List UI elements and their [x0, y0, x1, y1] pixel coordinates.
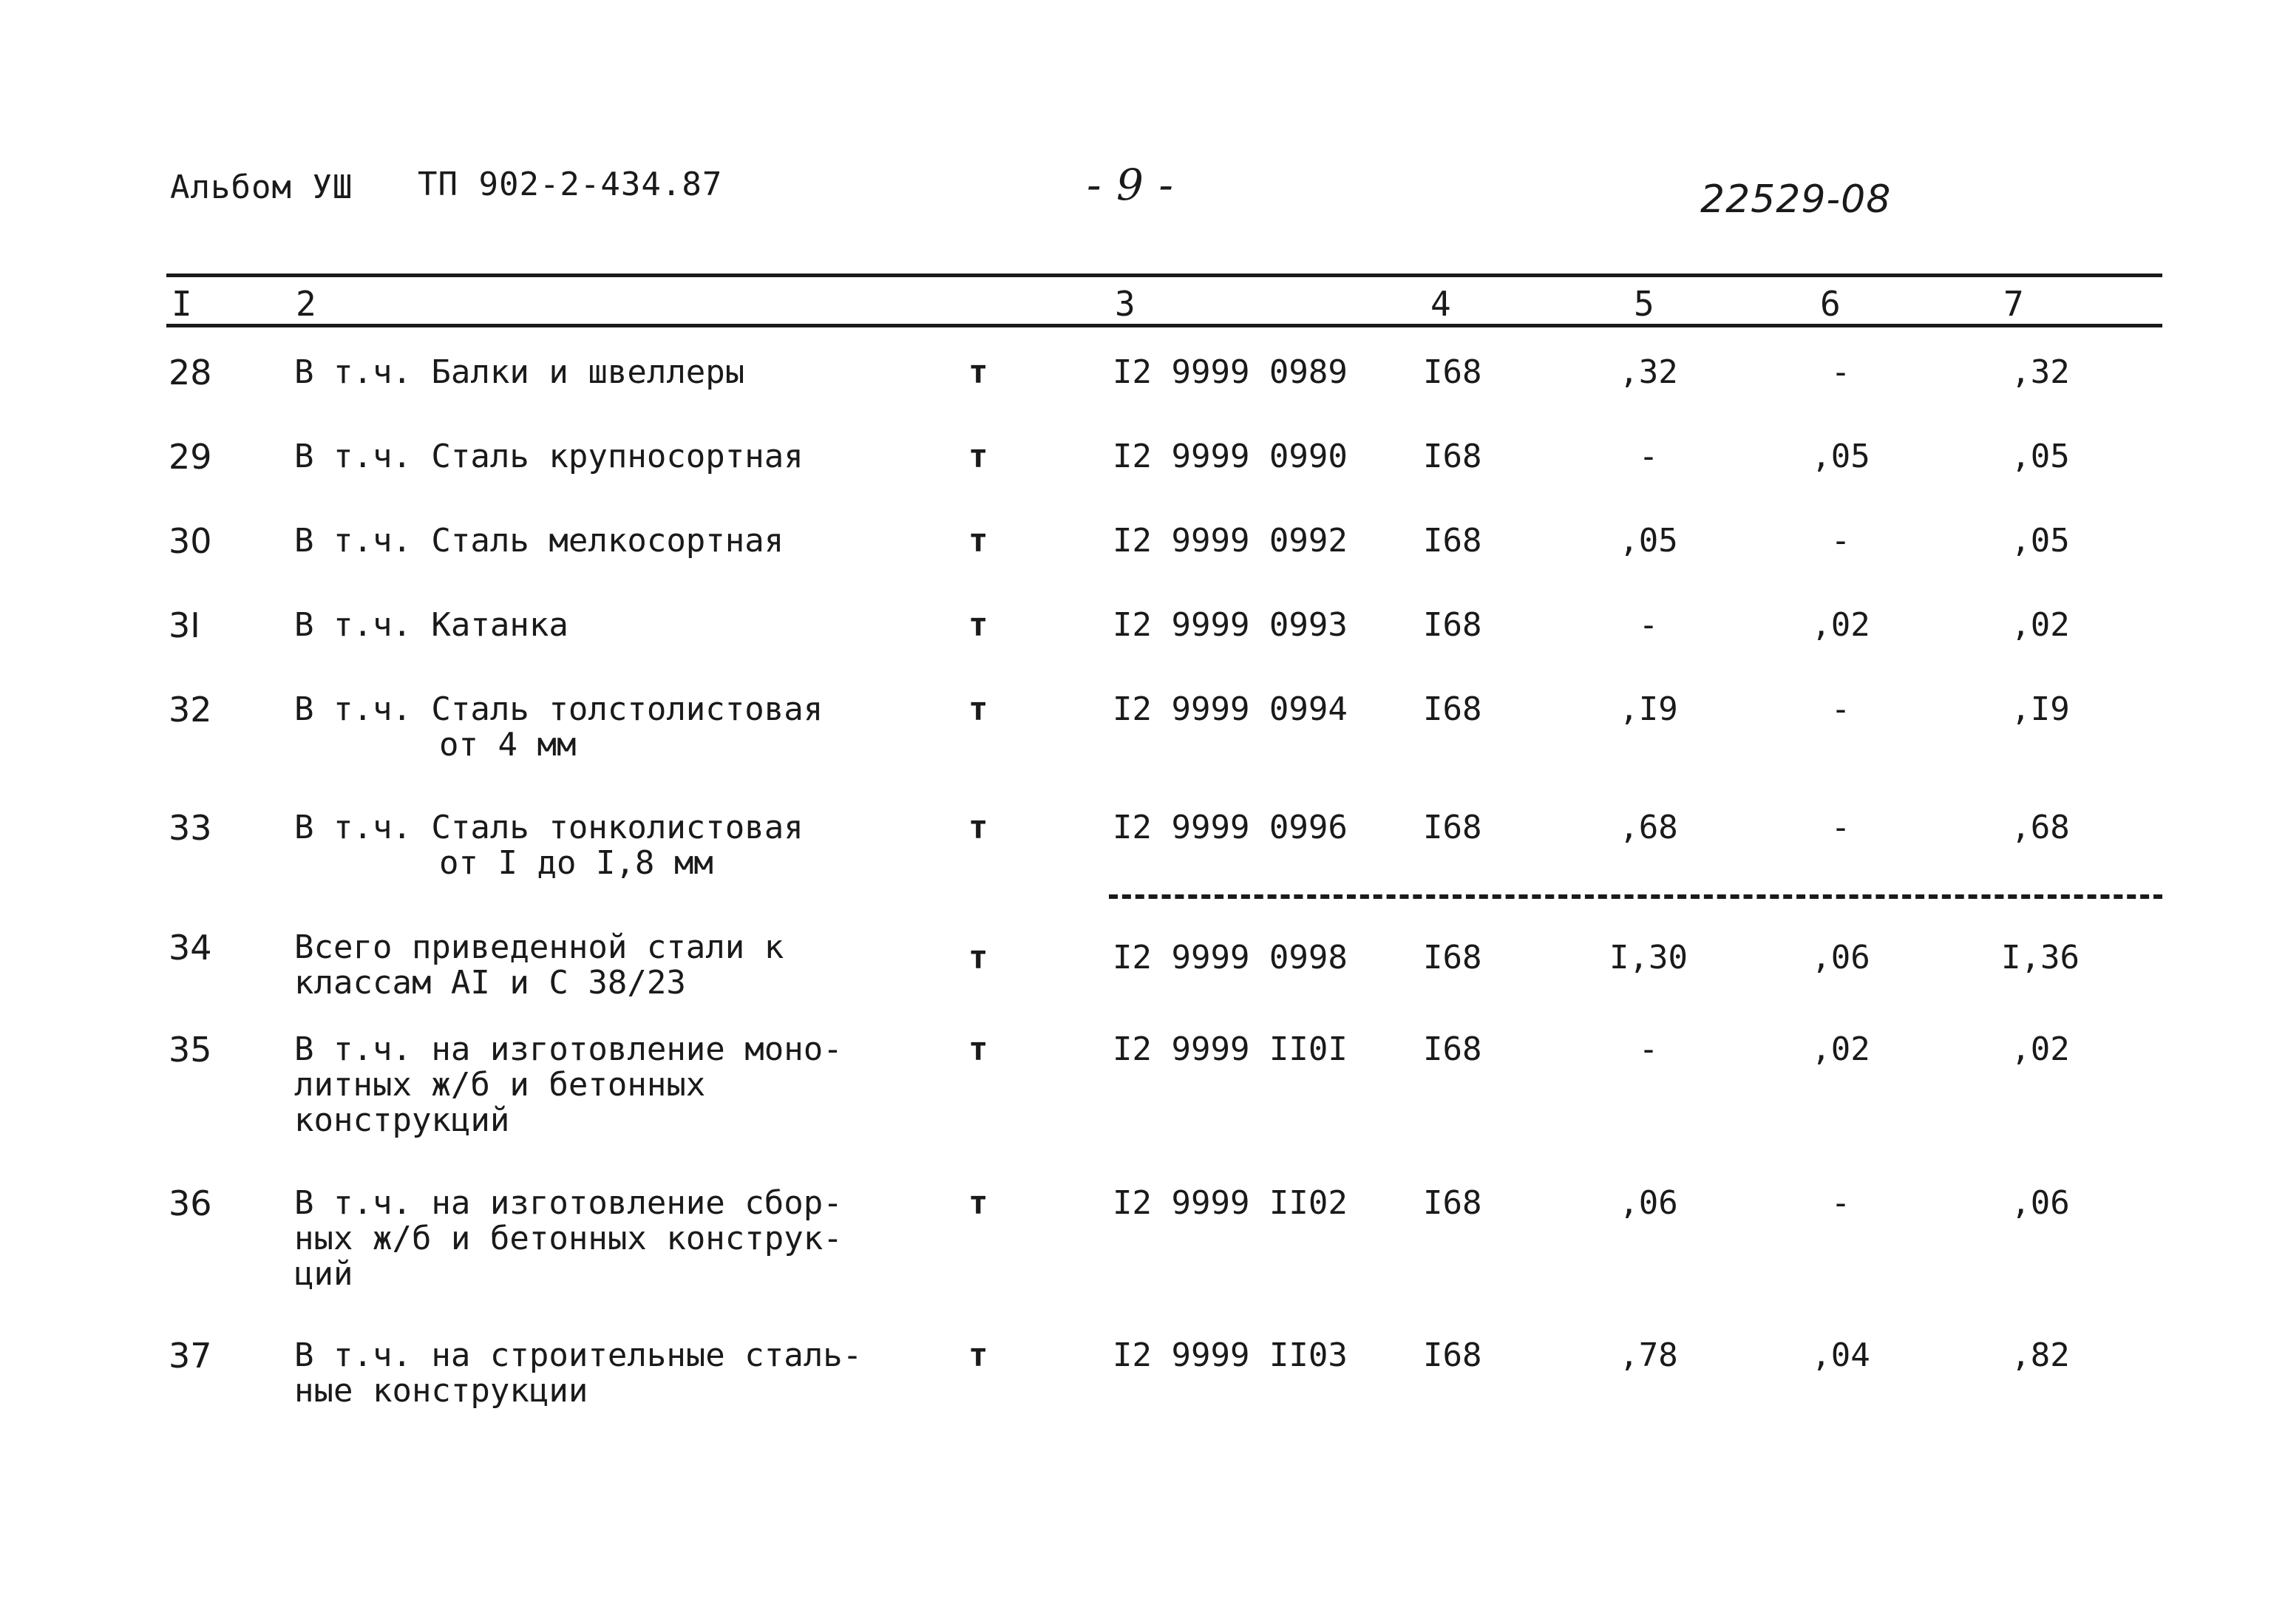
- row-name: [294, 1338, 862, 1409]
- row-unit: т: [968, 809, 988, 846]
- row-value-7: I,36: [2001, 939, 2080, 976]
- row-value-6: ,06: [1811, 939, 1870, 976]
- document-number: 22529-08: [1700, 177, 1892, 222]
- row-name-line: В т.ч. на строительные сталь-: [294, 1336, 863, 1374]
- row-name-line: ных ж/б и бетонных конструк-: [294, 1220, 843, 1257]
- row-value-6: ,02: [1811, 606, 1870, 644]
- row-name-line: В т.ч. Сталь толстолистовая: [294, 690, 824, 728]
- row-name-line: В т.ч. Катанка: [294, 606, 568, 644]
- page-number: - 9 -: [1087, 160, 1174, 210]
- row-unit: т: [968, 1030, 988, 1068]
- row-value-5: ,06: [1619, 1184, 1678, 1222]
- row-k: I68: [1423, 438, 1482, 475]
- row-value-7: ,05: [2011, 438, 2070, 475]
- row-value-7: ,I9: [2011, 690, 2070, 728]
- row-unit: т: [968, 438, 988, 475]
- row-value-6: -: [1830, 690, 1851, 728]
- row-number: 29: [169, 437, 212, 477]
- row-name-line: классам АI и С 38/23: [294, 964, 686, 1002]
- row-name-line: от I до I,8 мм: [439, 844, 713, 882]
- row-number: 33: [169, 808, 212, 848]
- column-header-5: 5: [1634, 284, 1654, 324]
- row-number: 35: [169, 1030, 212, 1070]
- row-code: I2 9999 0994: [1113, 690, 1348, 728]
- column-header-3: 3: [1115, 284, 1135, 324]
- row-k: I68: [1423, 353, 1482, 391]
- subtotal-dashed-divider: [1109, 894, 2162, 899]
- row-value-6: -: [1830, 809, 1851, 846]
- row-value-5: ,32: [1619, 353, 1678, 391]
- row-number: 32: [169, 690, 212, 730]
- row-name: [294, 930, 784, 1001]
- row-name-line: В т.ч. Сталь тонколистовая: [294, 809, 804, 846]
- row-value-5: ,78: [1619, 1336, 1678, 1374]
- row-code: I2 9999 0992: [1113, 522, 1348, 560]
- row-k: I68: [1423, 809, 1482, 846]
- row-code: I2 9999 0990: [1113, 438, 1348, 475]
- row-k: I68: [1423, 522, 1482, 560]
- row-value-5: ,05: [1619, 522, 1678, 560]
- row-value-7: ,06: [2011, 1184, 2070, 1222]
- row-name-line: В т.ч. Балки и швеллеры: [294, 353, 745, 391]
- column-header-2: 2: [296, 284, 316, 324]
- row-number: 28: [169, 353, 212, 393]
- row-unit: т: [968, 353, 988, 391]
- row-unit: т: [968, 606, 988, 644]
- row-value-5: ,I9: [1619, 690, 1678, 728]
- row-value-7: ,05: [2011, 522, 2070, 560]
- row-value-6: -: [1830, 522, 1851, 560]
- row-name: [294, 1186, 843, 1292]
- row-name: [294, 1032, 843, 1138]
- row-value-6: ,02: [1811, 1030, 1870, 1068]
- row-name-line: от 4 мм: [439, 726, 577, 764]
- row-k: I68: [1423, 606, 1482, 644]
- column-header-4: 4: [1430, 284, 1451, 324]
- row-name-line: В т.ч. на изготовление сбор-: [294, 1184, 843, 1222]
- row-name: [294, 810, 804, 881]
- row-k: I68: [1423, 1030, 1482, 1068]
- column-header-6: 6: [1820, 284, 1841, 324]
- column-header-1: I: [172, 284, 192, 324]
- row-unit: т: [968, 1184, 988, 1222]
- row-value-5: ,68: [1619, 809, 1678, 846]
- row-value-7: ,68: [2011, 809, 2070, 846]
- row-name: [294, 608, 568, 643]
- row-code: I2 9999 II03: [1113, 1336, 1348, 1374]
- row-k: I68: [1423, 690, 1482, 728]
- row-name-line: конструкций: [294, 1101, 510, 1139]
- row-code: I2 9999 0998: [1113, 939, 1348, 976]
- row-name: [294, 355, 744, 390]
- row-code: I2 9999 0993: [1113, 606, 1348, 644]
- row-value-7: ,02: [2011, 1030, 2070, 1068]
- row-name: [294, 439, 804, 475]
- row-value-7: ,82: [2011, 1336, 2070, 1374]
- row-name-line: В т.ч. на изготовление моно-: [294, 1030, 843, 1068]
- row-code: I2 9999 0996: [1113, 809, 1348, 846]
- row-code: I2 9999 0989: [1113, 353, 1348, 391]
- row-k: I68: [1423, 1336, 1482, 1374]
- row-name-line: литных ж/б и бетонных: [294, 1066, 706, 1104]
- row-k: I68: [1423, 1184, 1482, 1222]
- row-name-line: ций: [294, 1255, 353, 1293]
- row-value-6: ,04: [1811, 1336, 1870, 1374]
- row-value-5: -: [1638, 438, 1659, 475]
- album-label: Альбом УШ: [170, 169, 353, 206]
- row-code: I2 9999 II02: [1113, 1184, 1348, 1222]
- row-unit: т: [968, 522, 988, 560]
- row-name: [294, 692, 823, 763]
- row-name-line: ные конструкции: [294, 1372, 588, 1410]
- row-value-7: ,32: [2011, 353, 2070, 391]
- table-top-rule: [166, 274, 2162, 277]
- row-name-line: В т.ч. Сталь крупносортная: [294, 438, 804, 475]
- row-value-6: -: [1830, 353, 1851, 391]
- row-name-line: Всего приведенной стали к: [294, 928, 784, 966]
- row-number: 37: [169, 1336, 212, 1376]
- row-unit: т: [968, 690, 988, 728]
- row-name-line: В т.ч. Сталь мелкосортная: [294, 522, 784, 560]
- row-unit: т: [968, 939, 988, 976]
- table-header-rule: [166, 324, 2162, 327]
- row-value-7: ,02: [2011, 606, 2070, 644]
- row-name: [294, 523, 784, 559]
- row-k: I68: [1423, 939, 1482, 976]
- row-number: 3I: [169, 605, 200, 645]
- row-number: 36: [169, 1183, 212, 1223]
- row-value-5: -: [1638, 606, 1659, 644]
- row-value-5: I,30: [1609, 939, 1688, 976]
- row-unit: т: [968, 1336, 988, 1374]
- column-header-7: 7: [2003, 284, 2024, 324]
- row-value-6: -: [1830, 1184, 1851, 1222]
- row-number: 30: [169, 521, 212, 561]
- row-number: 34: [169, 928, 212, 968]
- project-code: ТП 902-2-434.87: [418, 166, 723, 203]
- row-code: I2 9999 II0I: [1113, 1030, 1348, 1068]
- row-value-6: ,05: [1811, 438, 1870, 475]
- row-value-5: -: [1638, 1030, 1659, 1068]
